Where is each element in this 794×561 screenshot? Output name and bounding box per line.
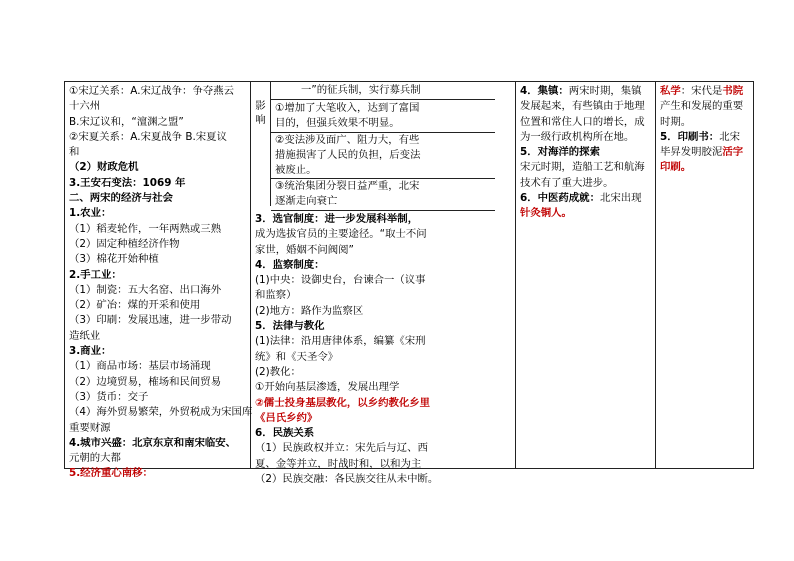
text-line: 造纸业: [69, 329, 101, 342]
column-2-text: [251, 210, 524, 489]
text-line: （2）边境贸易，榷场和民间贸易: [69, 375, 222, 388]
heading-line: 4．监察制度：: [255, 258, 325, 271]
red-text-line: ②儒士投身基层教化，以乡约教化乡里: [255, 396, 431, 409]
paragraph-label: 4．集镇：: [520, 85, 569, 97]
text-line: ②变法涉及面广、阻力大，有些: [275, 133, 420, 146]
text-line: 目的，但强兵效果不明显。: [271, 116, 495, 132]
red-text: 书院: [722, 85, 744, 97]
text-line: （3）印刷：发展迅速，进一步带动: [69, 314, 232, 327]
influence-label: [251, 82, 271, 206]
influence-top-line: 一”的征兵制，实行募兵制: [271, 82, 495, 100]
influence-body: [271, 100, 495, 211]
text-line: （3）棉花开始种植: [69, 253, 159, 266]
paragraph-text: 两宋时期，集镇发展起来，有些镇由于地理位置和常住人口的增长，成为一级行政机构所在地。: [520, 85, 645, 143]
text-line: （2）矿冶：煤的开采和使用: [69, 299, 201, 312]
text-line: （4）海外贸易繁荣，外贸税成为宋国库: [69, 406, 253, 419]
text-line: （2）民族交融：各民族交往从未中断。: [255, 473, 439, 486]
paragraph: [660, 84, 749, 130]
heading-line: 3．选官制度：进一步发展科举制，: [255, 213, 419, 225]
text-line: 逐渐走向衰亡: [271, 194, 495, 210]
red-text: 私学: [660, 85, 681, 97]
text-line: （1）制瓷：五大名窑、出口海外: [69, 283, 222, 296]
heading-line: 1.农业：: [69, 207, 112, 220]
text-line: 成为选拔官员的主要途径。“取士不问: [255, 228, 427, 241]
red-text: 针灸铜人。: [520, 207, 572, 220]
red-heading-line: 5.经济重心南移：: [69, 467, 153, 480]
text-line: (1)法律：沿用唐律体系，编纂《宋刑: [255, 335, 426, 348]
paragraph: [660, 130, 749, 176]
paragraph-text: 宋元时期，造船工艺和航海技术有了重大进步。: [520, 161, 645, 189]
text-line: （1）民族政权并立：宋先后与辽、西: [255, 442, 428, 455]
paragraph-text: 产生和发展的重要时期。: [660, 100, 744, 128]
text-line: 夏、金等并立，时战时和，以和为主: [255, 457, 422, 470]
text-line: 措施损害了人民的负担，后变法: [275, 148, 421, 161]
heading-line: （2）财政危机: [69, 161, 139, 174]
paragraph-label: 6．中医药成就：: [520, 192, 600, 205]
text-line: ①开始向基层渗透，发展出理学: [255, 381, 400, 394]
text-line: (2)地方：路作为监察区: [255, 304, 364, 317]
heading-line: 4.城市兴盛：北京东京和南宋临安、: [69, 436, 237, 449]
column-3-text: [516, 82, 655, 224]
paragraph-text: 北宋毕昇发明胶泥: [660, 130, 740, 159]
heading-line: 6．民族关系: [255, 427, 315, 440]
text-line: (1)中央：设御史台，台谏合一（议事: [255, 274, 426, 287]
text-line: （1）商品市场：基层市场涌现: [69, 360, 211, 373]
red-text: 活字印刷。: [660, 146, 744, 174]
text-line: 被废止。: [271, 163, 495, 179]
paragraph-label: 5．印刷书：: [660, 130, 720, 143]
column-1: [65, 82, 253, 480]
paragraph-text: ：宋代是: [680, 85, 723, 97]
text-line: ③统治集团分裂日益严重，北宋: [275, 180, 420, 193]
text-line: （1）稻麦轮作，一年两熟或三熟: [69, 222, 222, 235]
red-text-line: 《吕氏乡约》: [255, 411, 318, 424]
text-line: 统》和《天圣令》: [255, 350, 339, 363]
text-line: ①增加了大笔收入，达到了富国: [275, 102, 420, 115]
text-line: （3）货币：交子: [69, 390, 149, 403]
column-4: [656, 82, 753, 468]
paragraph: [520, 84, 651, 145]
text-line: （2）固定种植经济作物: [69, 237, 180, 250]
text-line: 重要财源: [69, 421, 111, 434]
paragraph-text: 北宋出现: [599, 192, 642, 205]
text-line: (2)教化：: [255, 365, 301, 378]
heading-line: 2.手工业：: [69, 268, 122, 281]
notes-table: [64, 81, 754, 486]
text-line: 和监察）: [255, 289, 297, 302]
heading-line: 3.商业：: [69, 345, 112, 358]
paragraph: [520, 191, 651, 222]
column-3: [516, 82, 656, 468]
column-2: [251, 82, 516, 486]
influence-content: [271, 82, 495, 212]
text-line: B.宋辽议和，“澶渊之盟”: [69, 115, 184, 128]
influence-subtable: [251, 82, 516, 206]
influence-label-text: 影响: [255, 100, 266, 126]
text-line: 和: [69, 146, 80, 159]
heading-line: 5．对海洋的探索: [520, 146, 600, 159]
text-line: ①宋辽关系：A.宋辽战争：争夺燕云: [69, 85, 235, 97]
heading-line: 3.王安石变法：1069 年: [69, 176, 186, 189]
text-line: 十六州: [69, 100, 101, 113]
text-line: 家世，婚姻不问阀阅”: [255, 243, 354, 256]
column-1-text: [65, 82, 253, 484]
heading-line: 5．法律与教化: [255, 320, 325, 333]
text-line: ②宋夏关系：A.宋夏战争 B.宋夏议: [69, 130, 227, 143]
section-heading: 二、两宋的经济与社会: [69, 192, 173, 205]
text-line: 元朝的大都: [69, 452, 121, 465]
column-4-text: [656, 82, 753, 178]
